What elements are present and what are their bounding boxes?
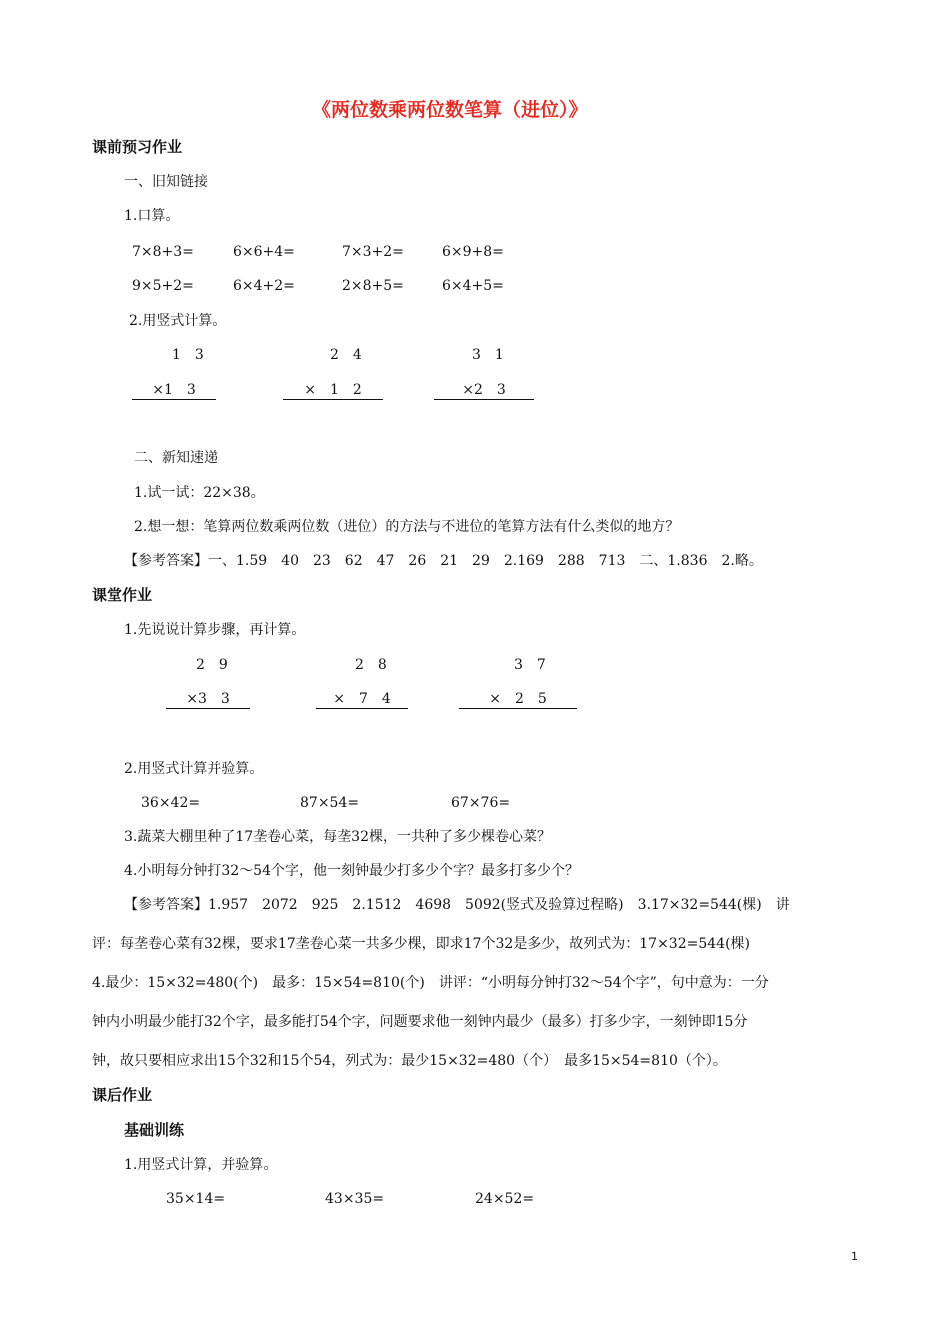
answer-key: 【参考答案】一、1.59 40 23 62 47 26 21 29 2.169 288 713 二、1.836 2.略。 [124, 553, 763, 569]
vertical-calc-bottom: × 2 5 [459, 692, 577, 709]
oral-calc-item: 2×8+5= [342, 278, 404, 294]
vertical-calc-bottom: × 7 4 [316, 692, 408, 709]
oral-calc-item: 7×8+3= [132, 244, 194, 260]
question-text: 2.想一想：笔算两位数乘两位数（进位）的方法与不进位的笔算方法有什么类似的地方？ [134, 519, 680, 535]
oral-calc-item: 7×3+2= [342, 244, 404, 260]
subsection-heading-basic-training: 基础训练 [124, 1121, 185, 1139]
vertical-calc-bottom: ×2 3 [434, 383, 534, 400]
page-title: 《两位数乘两位数笔算（进位）》 [312, 99, 588, 121]
section-heading-classwork: 课堂作业 [92, 586, 153, 604]
vertical-calc-top: 1 3 [172, 347, 204, 363]
oral-calc-item: 6×4+2= [233, 278, 295, 294]
part-heading-new-knowledge: 二、新知速递 [134, 450, 218, 466]
answer-key-line: 4.最少：15×32=480(个) 最多：15×54=810(个) 讲评：“小明每分钟打32～54个字”，句中意为：一分 [92, 975, 769, 991]
vertical-calc-bottom: × 1 2 [283, 383, 383, 400]
vertical-calc-bottom: ×3 3 [166, 692, 250, 709]
calc-item: 67×76= [451, 795, 511, 811]
answer-key-line: 钟，故只要相应求出15个32和15个54，列式为：最少15×32=480（个） 最多15×54=810（个）。 [92, 1053, 727, 1069]
answer-key-line: 评：每垄卷心菜有32棵，要求17垄卷心菜一共多少棵，即求17个32是多少，故列式为：17×32=544(棵) [92, 936, 750, 952]
question-label: 1.用竖式计算，并验算。 [124, 1157, 278, 1173]
section-heading-preview: 课前预习作业 [92, 138, 183, 156]
calc-item: 35×14= [166, 1191, 226, 1207]
vertical-calc-top: 2 4 [330, 347, 362, 363]
oral-calc-item: 6×9+8= [442, 244, 504, 260]
question-text: 1.试一试：22×38。 [134, 485, 265, 501]
section-heading-homework: 课后作业 [92, 1086, 153, 1104]
question-text: 4.小明每分钟打32～54个字，他一刻钟最少打多少个字？最多打多少个？ [124, 863, 579, 879]
oral-calc-item: 6×4+5= [442, 278, 504, 294]
oral-calc-item: 6×6+4= [233, 244, 295, 260]
vertical-calc-bottom: ×1 3 [132, 383, 216, 400]
calc-item: 36×42= [141, 795, 201, 811]
question-label: 1.口算。 [124, 208, 180, 224]
question-label: 2.用竖式计算。 [129, 313, 227, 329]
question-text: 3.蔬菜大棚里种了17垄卷心菜，每垄32棵，一共种了多少棵卷心菜？ [124, 829, 551, 845]
vertical-calc-top: 2 8 [355, 657, 387, 673]
vertical-calc-top: 3 7 [514, 657, 546, 673]
question-label: 2.用竖式计算并验算。 [124, 761, 264, 777]
vertical-calc-top: 2 9 [196, 657, 228, 673]
answer-key-line: 钟内小明最少能打32个字，最多能打54个字，问题要求他一刻钟内最少（最多）打多少字，一刻钟即15分 [92, 1014, 748, 1030]
vertical-calc-top: 3 1 [472, 347, 504, 363]
page-number: 1 [851, 1250, 858, 1263]
oral-calc-item: 9×5+2= [132, 278, 194, 294]
answer-key-line: 【参考答案】1.957 2072 925 2.1512 4698 5092(竖式及验算过程略) 3.17×32=544(棵) 讲 [124, 897, 790, 913]
calc-item: 24×52= [475, 1191, 535, 1207]
question-label: 1.先说说计算步骤，再计算。 [124, 622, 306, 638]
calc-item: 43×35= [325, 1191, 385, 1207]
calc-item: 87×54= [300, 795, 360, 811]
part-heading-old-knowledge: 一、旧知链接 [124, 174, 208, 190]
